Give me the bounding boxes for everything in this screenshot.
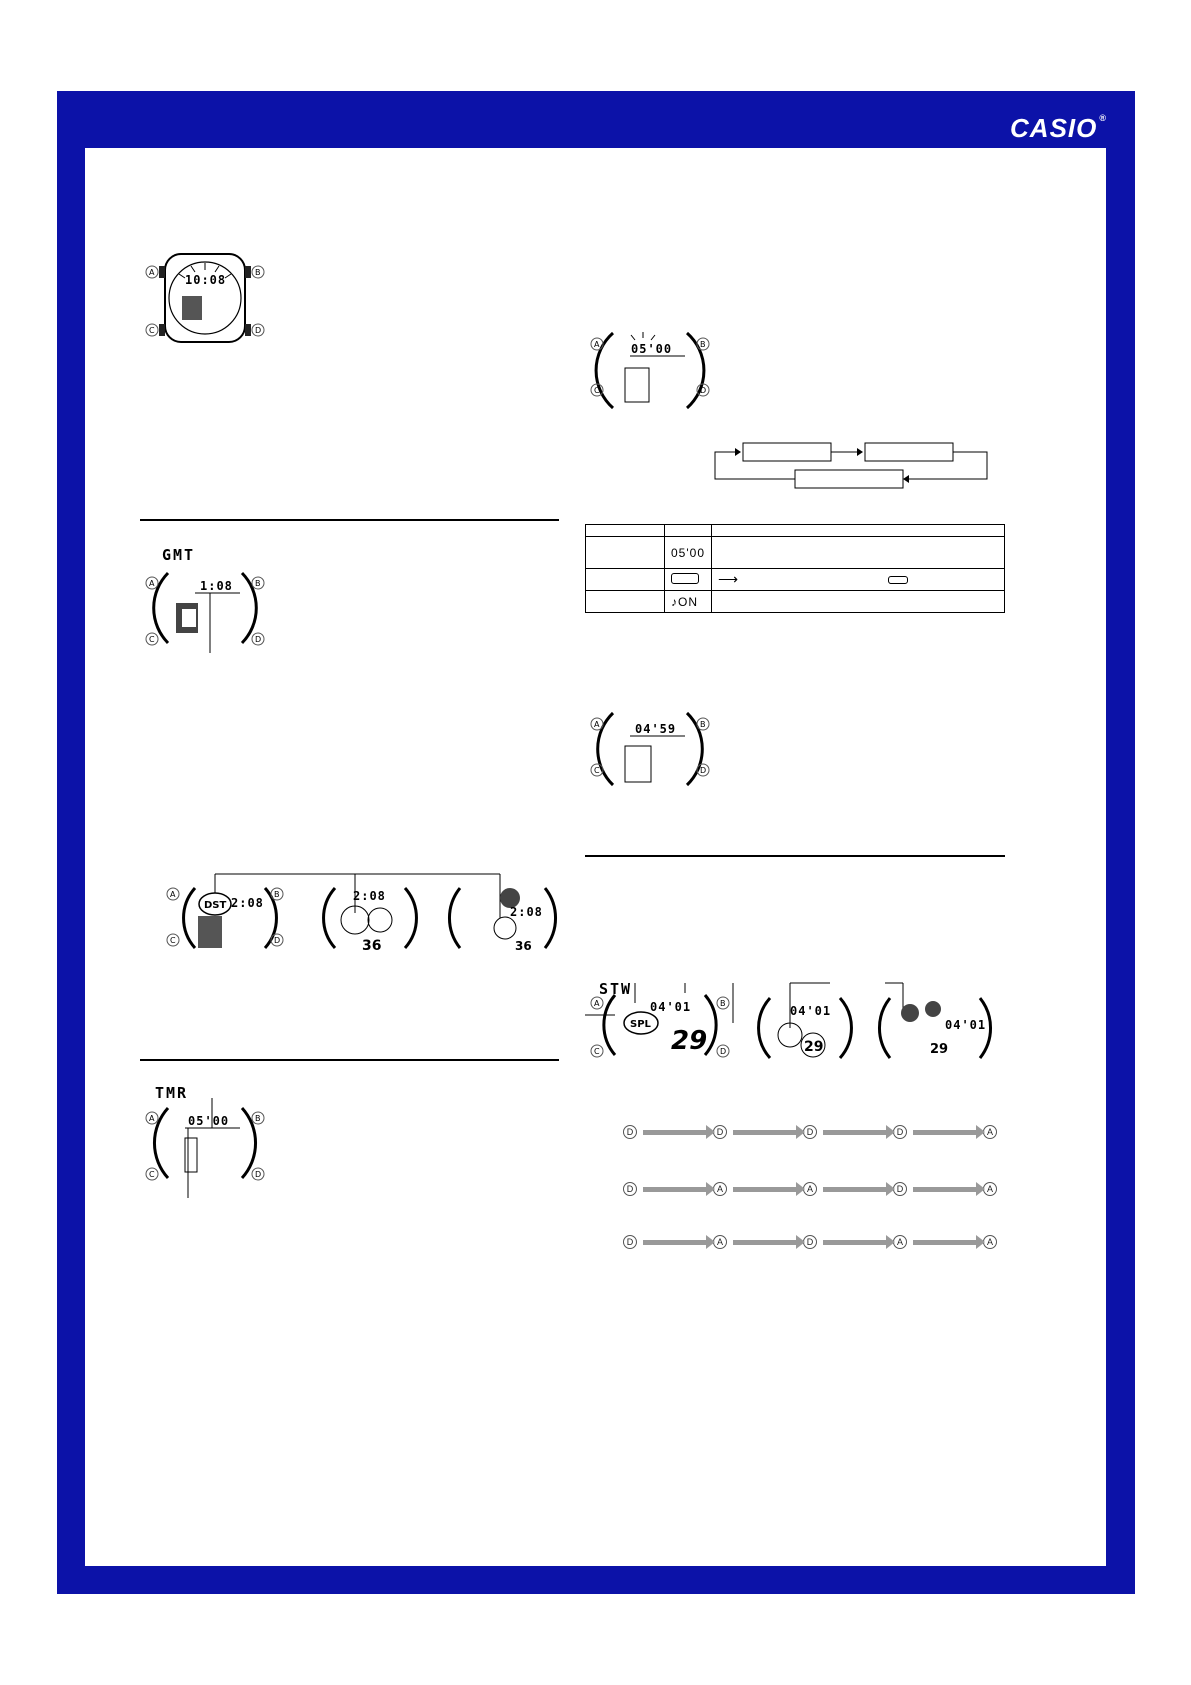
svg-text:B: B bbox=[700, 720, 706, 729]
timer-settings-table: 05'00 ⟶ ♪ON bbox=[585, 524, 1005, 613]
svg-text:A: A bbox=[149, 268, 155, 277]
spl-badge: SPL bbox=[630, 1019, 651, 1030]
svg-text:2:08: 2:08 bbox=[353, 889, 386, 903]
watch-figure-timer-setting bbox=[585, 328, 715, 413]
watch-figure-timer bbox=[140, 1098, 270, 1198]
sequence-row-3: D A D A A bbox=[623, 1235, 997, 1249]
svg-text:B: B bbox=[720, 999, 726, 1008]
watch-figure-countdown bbox=[585, 708, 715, 788]
dst-badge: DST bbox=[204, 900, 227, 911]
cycle-box-1 bbox=[743, 443, 831, 461]
svg-text:C: C bbox=[149, 326, 155, 335]
svg-text:C: C bbox=[149, 1170, 155, 1179]
watch-figures-stopwatch bbox=[585, 983, 1005, 1063]
svg-text:29: 29 bbox=[671, 1026, 708, 1056]
svg-text:B: B bbox=[255, 1114, 261, 1123]
watch-figures-dst bbox=[165, 858, 543, 954]
svg-text:C: C bbox=[170, 936, 176, 945]
section-divider bbox=[140, 519, 559, 521]
sequence-row-1: D D D D A bbox=[623, 1125, 997, 1139]
cycle-box-3 bbox=[795, 470, 903, 488]
page-border bbox=[57, 91, 1135, 1594]
svg-text:B: B bbox=[700, 340, 706, 349]
svg-text:29: 29 bbox=[804, 1039, 824, 1055]
svg-text:1:08: 1:08 bbox=[200, 579, 233, 593]
svg-text:36: 36 bbox=[515, 939, 532, 953]
casio-logo: CASIO ® bbox=[1010, 113, 1107, 143]
fig6-timer: 04'59 bbox=[635, 722, 677, 736]
fig1-time: 10:08 bbox=[185, 273, 227, 287]
svg-text:A: A bbox=[149, 1114, 155, 1123]
svg-text:B: B bbox=[255, 579, 261, 588]
svg-text:D: D bbox=[255, 1170, 262, 1179]
watch-figure-time-setting bbox=[140, 248, 270, 348]
svg-text:D: D bbox=[255, 635, 262, 644]
table-cell-beeper: ♪ON bbox=[665, 591, 712, 613]
gmt-label: GMT bbox=[162, 546, 196, 564]
svg-text:B: B bbox=[255, 268, 261, 277]
svg-text:C: C bbox=[149, 635, 155, 644]
svg-text:36: 36 bbox=[362, 938, 382, 954]
svg-text:04'01: 04'01 bbox=[790, 1004, 832, 1018]
svg-text:D: D bbox=[700, 766, 707, 775]
svg-text:A: A bbox=[594, 999, 600, 1008]
stw-label: STW bbox=[599, 980, 633, 998]
svg-text:C: C bbox=[594, 1047, 600, 1056]
fig7-elapsed: 04'01 bbox=[650, 1000, 692, 1014]
svg-text:04'01: 04'01 bbox=[945, 1018, 987, 1032]
svg-text:A: A bbox=[594, 340, 600, 349]
svg-text:C: C bbox=[594, 766, 600, 775]
section-divider bbox=[585, 855, 1005, 857]
section-divider bbox=[140, 1059, 559, 1061]
svg-text:B: B bbox=[274, 890, 280, 899]
watch-figure-gmt bbox=[140, 563, 270, 653]
svg-text:A: A bbox=[594, 720, 600, 729]
svg-text:A: A bbox=[170, 890, 176, 899]
fig4-timer: 05'00 bbox=[188, 1114, 230, 1128]
svg-text:D: D bbox=[274, 936, 281, 945]
tmr-label: TMR bbox=[155, 1084, 189, 1102]
table-cell-start-time: 05'00 bbox=[665, 537, 712, 569]
setting-cycle-diagram bbox=[705, 436, 1005, 491]
svg-text:29: 29 bbox=[930, 1042, 949, 1057]
svg-text:D: D bbox=[700, 386, 707, 395]
svg-text:C: C bbox=[594, 386, 600, 395]
sequence-row-2: D A A D A bbox=[623, 1182, 997, 1196]
svg-text:A: A bbox=[149, 579, 155, 588]
svg-text:2:08: 2:08 bbox=[510, 905, 543, 919]
cycle-box-2 bbox=[865, 443, 953, 461]
svg-text:D: D bbox=[720, 1047, 727, 1056]
manual-page bbox=[85, 148, 1106, 1566]
svg-text:2:08: 2:08 bbox=[231, 896, 264, 910]
svg-text:D: D bbox=[255, 326, 262, 335]
svg-text:05'00: 05'00 bbox=[631, 342, 673, 356]
